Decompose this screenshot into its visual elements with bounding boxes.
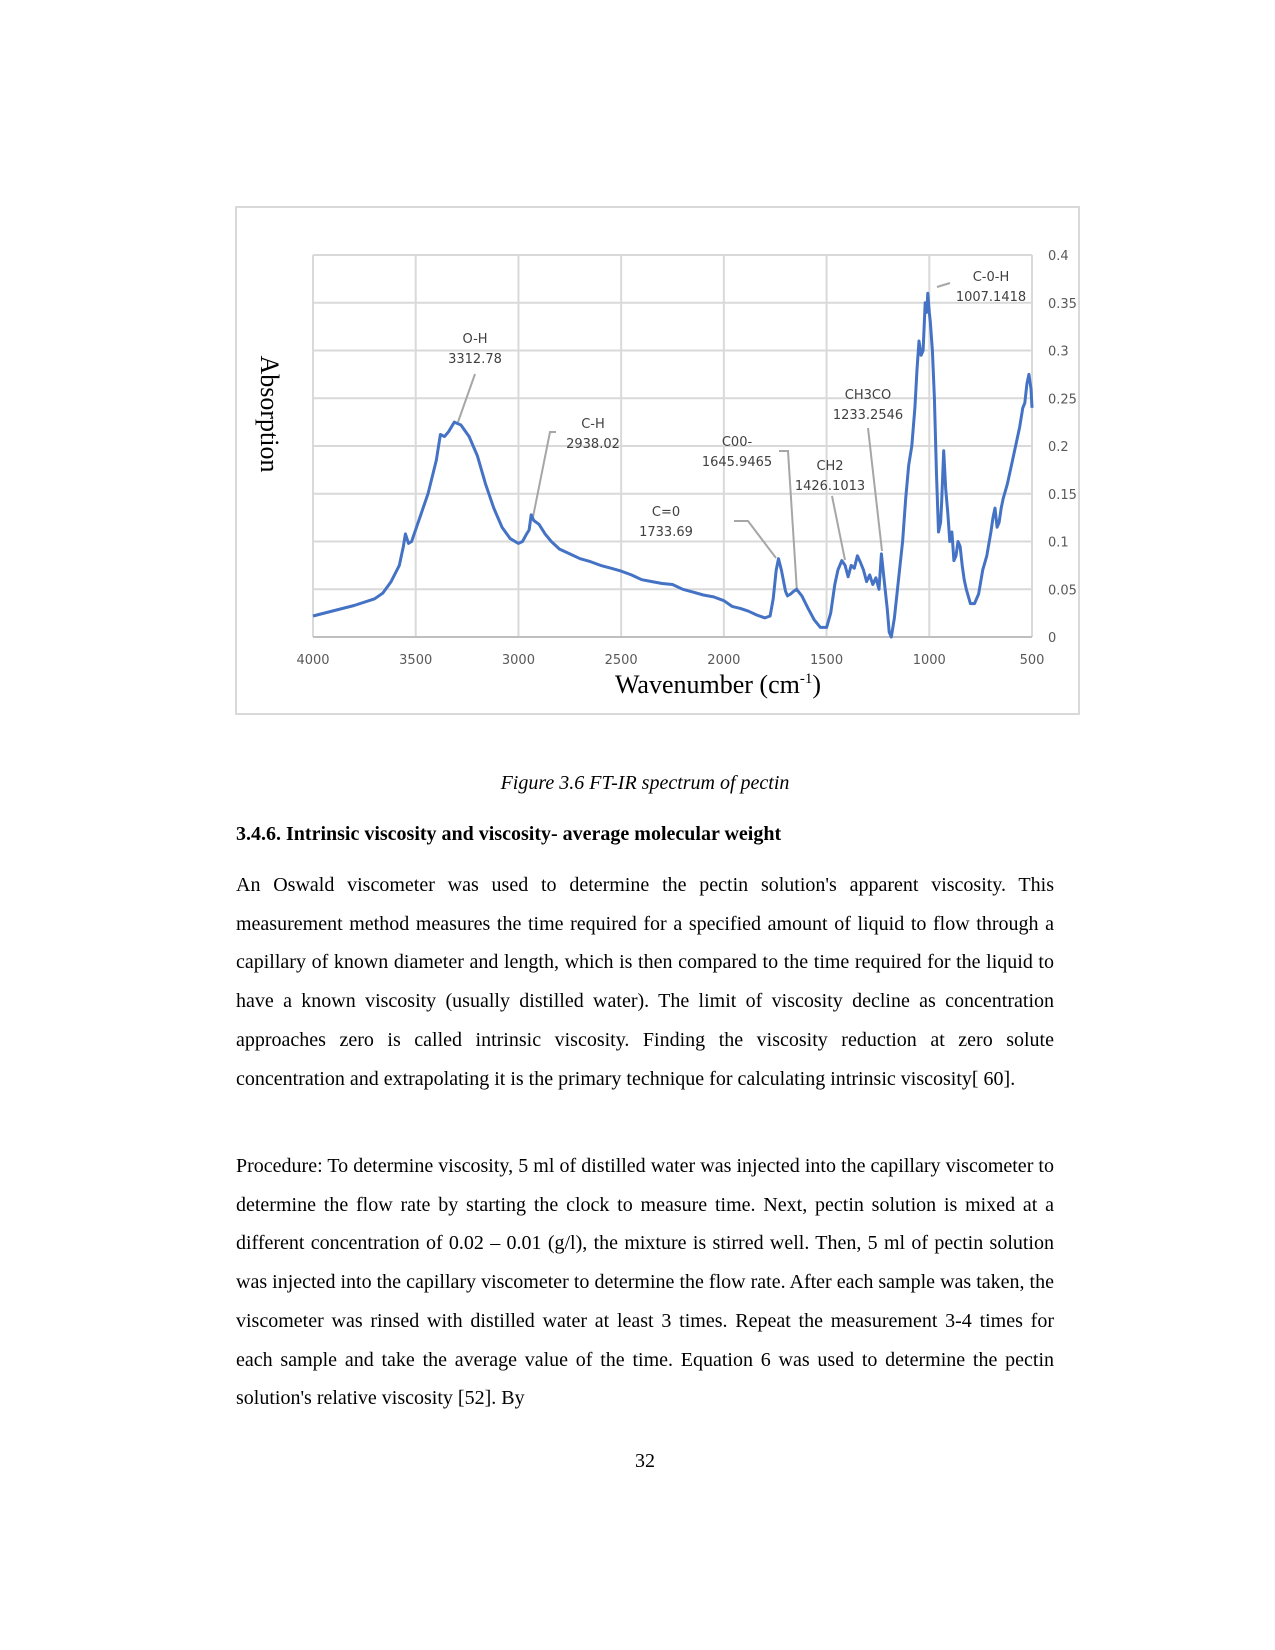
- chart-axis-ticks: [296, 249, 1077, 668]
- x-tick-label: 3000: [501, 653, 535, 668]
- x-tick-label: 500: [1019, 653, 1045, 668]
- paragraph-2: Procedure: To determine viscosity, 5 ml of distilled water was injected into the capillary viscometer to determine the flow rate by starting the clock to measure time. Next, pectin solution is mixed at a different concentration of 0.02 – 0.01 (g/l), the mixture is stirred well. Then, 5 ml of pectin solution was injected into the capillary viscometer to determine the flow rate. After each sample was taken, the viscometer was rinsed with distilled water at least 3 times. Repeat the measurement 3-4 times for each sample and take the average value of the time. Equation 6 was used to determine the pectin solution's relative viscosity [52]. By: [236, 1155, 1054, 1410]
- x-tick-label: 2500: [604, 653, 638, 668]
- annotation-value: 3312.78: [448, 352, 502, 367]
- leader-line: [937, 283, 950, 287]
- x-tick-label: 2000: [707, 653, 741, 668]
- page-number: 32: [635, 1450, 655, 1472]
- y-tick-label: 0: [1048, 631, 1057, 646]
- annotation-label: C=0: [651, 505, 681, 520]
- annotation-value: 2938.02: [566, 437, 620, 452]
- section-heading: 3.4.6. Intrinsic viscosity and viscosity- average molecular weight: [236, 823, 782, 845]
- annotation-value: 1007.1418: [955, 290, 1027, 305]
- annotation-label: CH2: [816, 459, 844, 474]
- annotation-label: C00-: [721, 435, 753, 450]
- y-tick-label: 0.4: [1048, 249, 1069, 264]
- paragraph-1: An Oswald viscometer was used to determine the pectin solution's apparent viscosity. This measurement method measures the time required for a specified amount of liquid to flow through a capillary of known diameter and length, which is then compared to the time required for the liquid to have a known viscosity (usually distilled water). The limit of viscosity decline as concentration approaches zero is called intrinsic viscosity. Finding the viscosity reduction at zero solute concentration and extrapolating it is the primary technique for calculating intrinsic viscosity[ 60].: [236, 874, 1054, 1090]
- figure-caption: Figure 3.6 FT-IR spectrum of pectin: [500, 772, 790, 794]
- x-tick-label: 3500: [399, 653, 433, 668]
- y-tick-label: 0.15: [1048, 487, 1077, 503]
- leader-line: [734, 521, 776, 558]
- ftir-chart: [235, 206, 1080, 715]
- leader-line: [832, 496, 845, 560]
- x-tick-label: 4000: [296, 653, 330, 668]
- annotation-value: 1733.69: [639, 525, 693, 540]
- annotation-value: 1233.2546: [832, 408, 904, 423]
- peak-annotations: [448, 270, 1026, 540]
- y-axis-title: Absorption: [255, 355, 284, 473]
- y-tick-label: 0.3: [1048, 344, 1069, 360]
- y-tick-label: 0.25: [1048, 392, 1077, 408]
- annotation-label: C-0-H: [972, 270, 1010, 285]
- annotation-value: 1426.1013: [794, 479, 866, 494]
- y-tick-label: 0.05: [1048, 583, 1077, 599]
- x-axis-title: Wavenumber $(cm^{-1})$: [614, 670, 822, 699]
- y-tick-label: 0.2: [1048, 440, 1069, 455]
- x-tick-label: 1500: [810, 653, 844, 668]
- annotation-label: O-H: [462, 332, 488, 347]
- annotation-label: C-H: [581, 417, 605, 432]
- annotation-leader-lines: [458, 283, 950, 592]
- annotation-value: 1645.9465: [701, 455, 773, 470]
- annotation-label: CH3CO: [844, 388, 892, 403]
- x-tick-label: 1000: [912, 653, 946, 668]
- y-tick-label: 0.35: [1048, 296, 1077, 312]
- spectrum-line: [313, 293, 1032, 637]
- y-tick-label: 0.1: [1048, 535, 1069, 551]
- leader-line: [533, 432, 556, 517]
